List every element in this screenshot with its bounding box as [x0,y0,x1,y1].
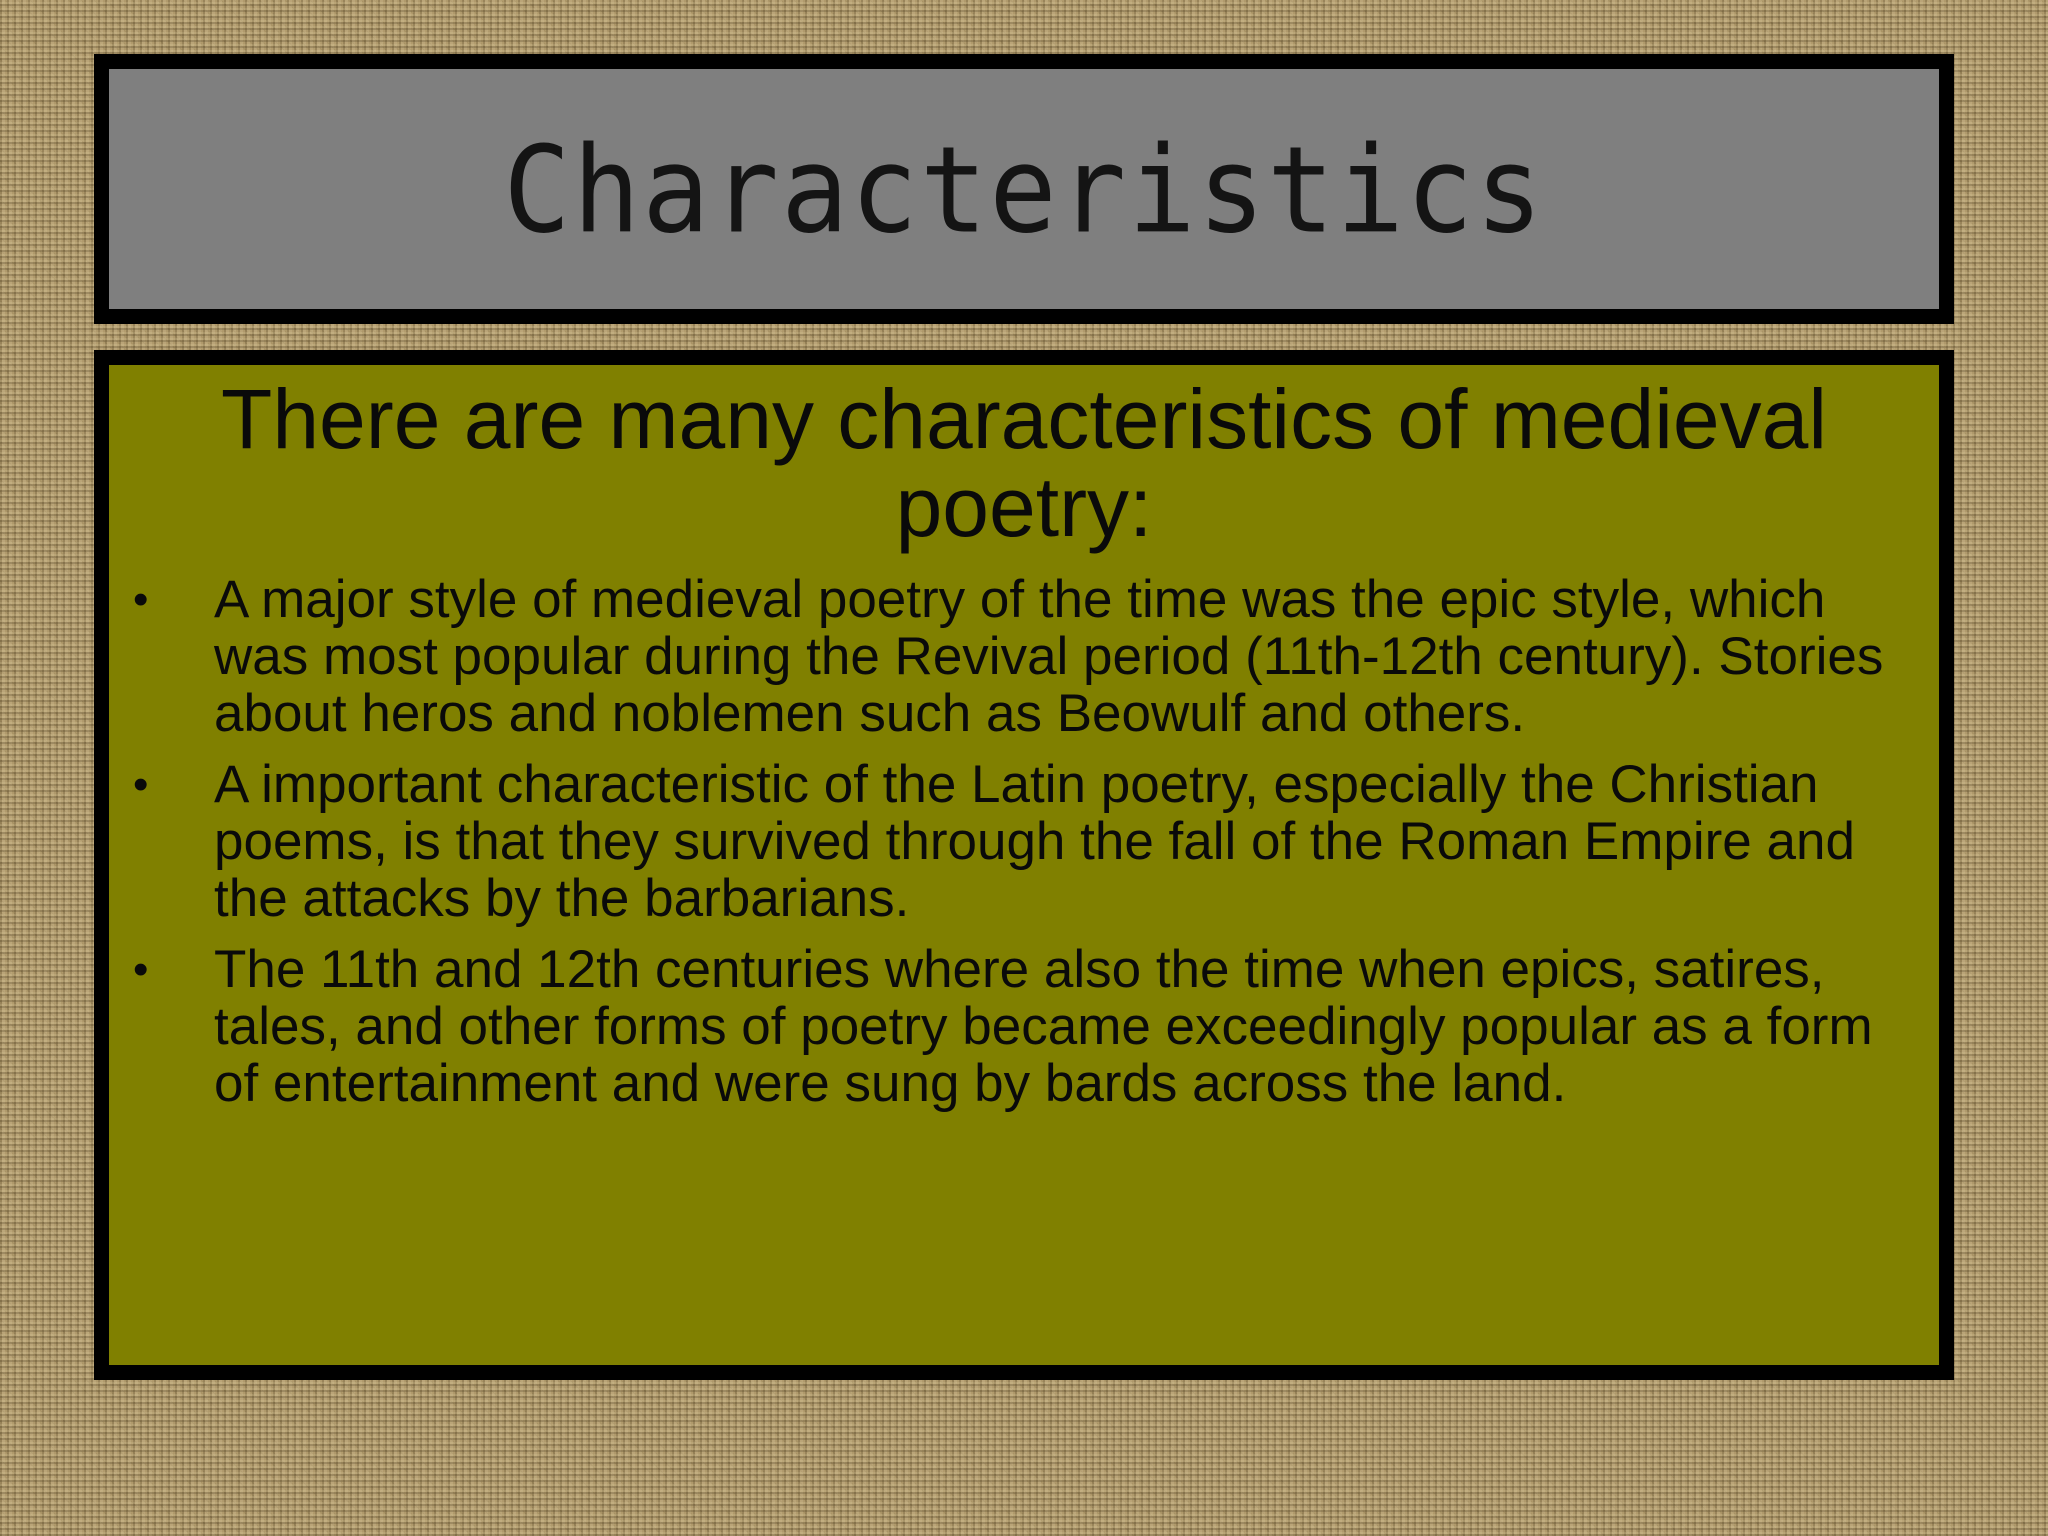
bullet-text: The 11th and 12th centuries where also the time when epics, satires, tales, and other forms of poetry became exceedingly popular as a form of entertainment and were sung by bards across the land. [214,940,1873,1113]
intro-heading: There are many characteristics of medieval poetry: [221,372,1827,554]
bullet-icon: • [133,760,149,809]
bullet-icon: • [133,945,149,994]
title-panel [94,54,1954,324]
bullet-icon: • [133,575,149,624]
slide-title: Characteristics [503,121,1545,261]
bullet-item [109,941,1939,1112]
content-panel [94,350,1954,1380]
bullet-text: A major style of medieval poetry of the time was the epic style, which was most popular during the Revival period (11th-12th century). Stories about heros and noblemen such as Beowulf and others. [214,570,1884,743]
bullet-item [109,756,1939,927]
bullet-text: A important characteristic of the Latin poetry, especially the Christian poems, is that they survived through the fall of the Roman Empire and the attacks by the barbarians. [214,755,1855,928]
bullet-list [109,571,1939,1112]
bullet-item [109,571,1939,742]
